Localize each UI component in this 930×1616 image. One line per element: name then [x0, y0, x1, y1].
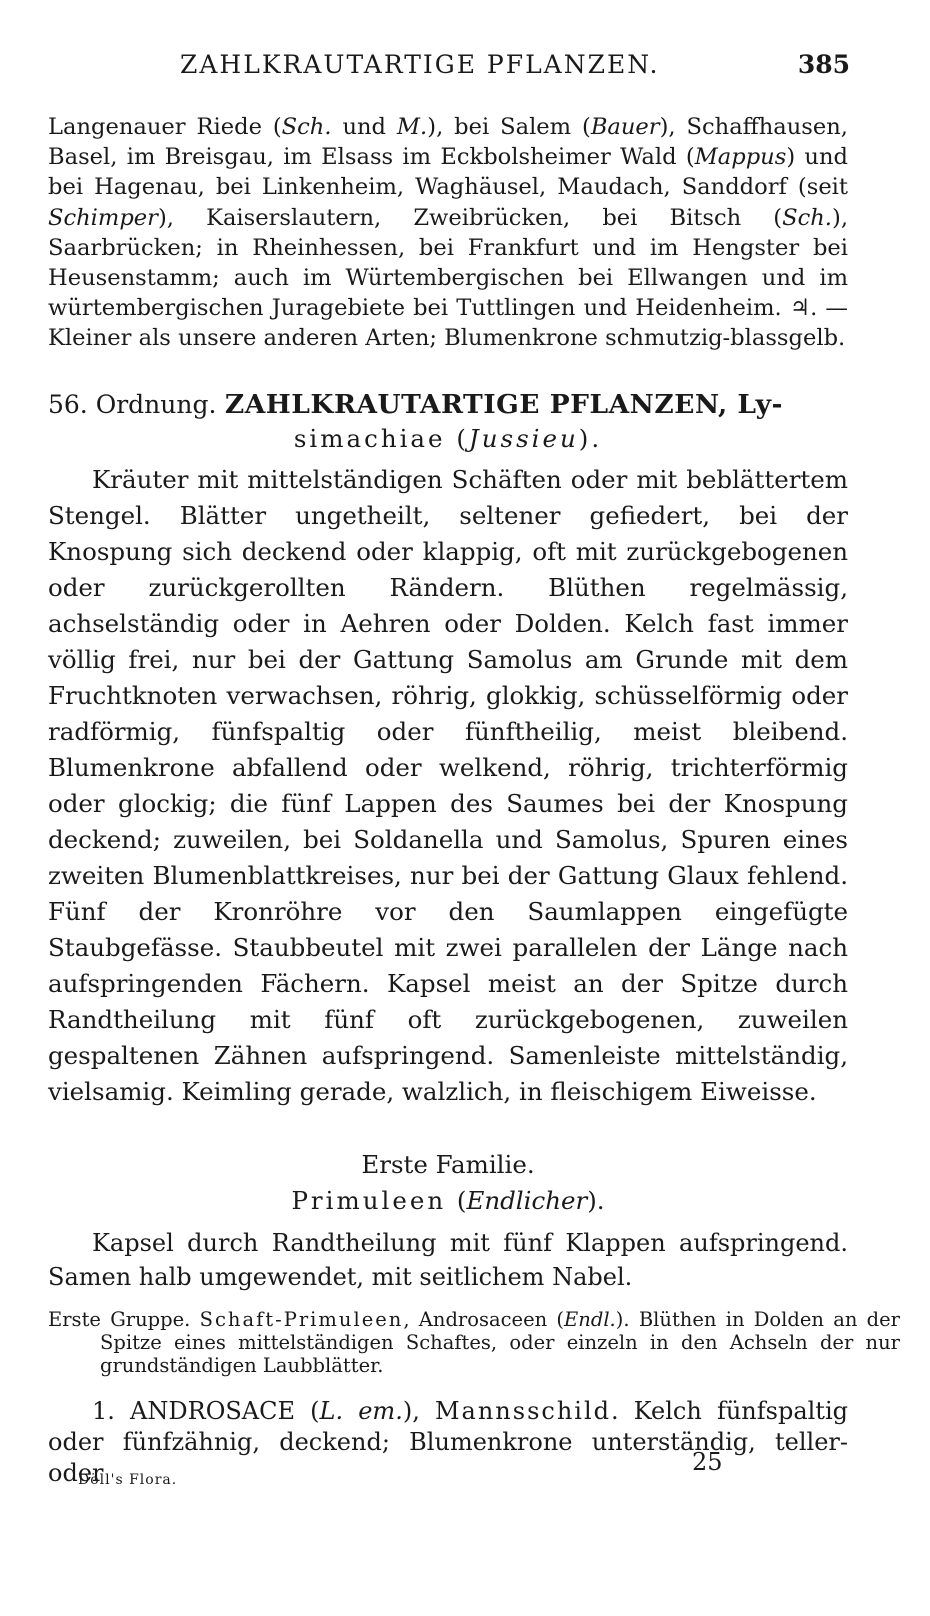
family-description: Kapsel durch Randtheilung mit fünf Klappen aufspringend. Samen halb umgewendet, mit seitlichem Nabel. — [48, 1229, 848, 1291]
family-author: Endlicher — [466, 1186, 588, 1215]
order-number: 56. Ordnung. — [48, 390, 217, 419]
order-title: ZAHLKRAUTARTIGE PFLANZEN, Ly- — [224, 389, 783, 420]
running-title: ZAHLKRAUTARTIGE PFLANZEN. — [180, 50, 660, 79]
order-heading — [48, 386, 848, 423]
order-latin-name: simachiae (Jussieu). — [293, 424, 603, 453]
genus-common-name: Mannsschild — [434, 1397, 611, 1425]
sheet-number: 25 — [692, 1448, 723, 1476]
genus-name: ANDROSACE — [130, 1397, 296, 1425]
genus-author: L. em. — [319, 1397, 403, 1425]
page-header — [180, 50, 850, 86]
group-description: Erste Gruppe. Schaft-Primuleen, Androsaceen (Endl.). Blüthen in Dolden an der Spitze eines mittelständigen Schaftes, oder einzeln in den Achseln der nur grundständigen Laubblätter. — [48, 1308, 900, 1377]
genus-number: 1. — [92, 1397, 115, 1425]
continuation-paragraph: Langenauer Riede (Sch. und M.), bei Salem (Bauer), Schaffhausen, Basel, im Breisgau, im Elsass im Eckbolsheimer Wald (Mappus) und bei Hagenau, bei Linkenheim, Waghäusel, Maudach, Sanddorf (seit Schimper), Kaiserslautern, Zweibrücken, bei Bitsch (Sch.), Saarbrücken; in Rheinhessen, bei Frankfurt und im Hengster bei Heusenstamm; auch im Würtembergischen bei Ellwangen und im würtembergischen Juragebiete bei Tuttlingen und Heidenheim. ♃. — Kleiner als unsere anderen Arten; Blumenkrone schmutzig-blassgelb. — [48, 114, 848, 352]
sheet-signature: Döll's Flora. — [78, 1472, 178, 1488]
page-number: 385 — [797, 50, 850, 79]
family-title: Erste Familie. — [361, 1150, 535, 1179]
family-name: Primuleen (Endlicher). — [291, 1186, 605, 1215]
order-author: Jussieu — [468, 424, 579, 453]
genus-entry: 1. ANDROSACE (L. em.), Mannsschild. Kelch fünfspaltig oder fünfzähnig, deckend; Blumenkrone unterständig, teller- oder — [48, 1397, 848, 1487]
order-description: Kräuter mit mittelständigen Schäften oder mit beblättertem Stengel. Blätter ungetheilt, seltener gefiedert, bei der Knospung sich deckend oder klappig, oft mit zurückgebogenen oder zurückgerollten Rändern. Blüthen regelmässig, achselständig oder in Aehren oder Dolden. Kelch fast immer völlig frei, nur bei der Gattung Samolus am Grunde mit dem Fruchtknoten verwachsen, röhrig, glokkig, schüsselförmig oder radförmig, fünfspaltig oder fünftheilig, meist bleibend. Blumenkrone abfallend oder welkend, röhrig, trichterförmig oder glockig; die fünf Lappen des Saumes bei der Knospung deckend; zuweilen, bei Soldanella und Samolus, Spuren eines zweiten Blumenblattkreises, nur bei der Gattung Glaux fehlend. Fünf der Kronröhre vor den Saumlappen eingefügte Staubgefässe. Staubbeutel mit zwei parallelen der Länge nach aufspringenden Fächern. Kapsel meist an der Spitze durch Randtheilung mit fünf oft zurückgebogenen, zuweilen gespaltenen Zähnen aufspringend. Samenleiste mittelständig, vielsamig. Keimling gerade, walzlich, in fleischigem Eiweisse. — [48, 465, 848, 1106]
